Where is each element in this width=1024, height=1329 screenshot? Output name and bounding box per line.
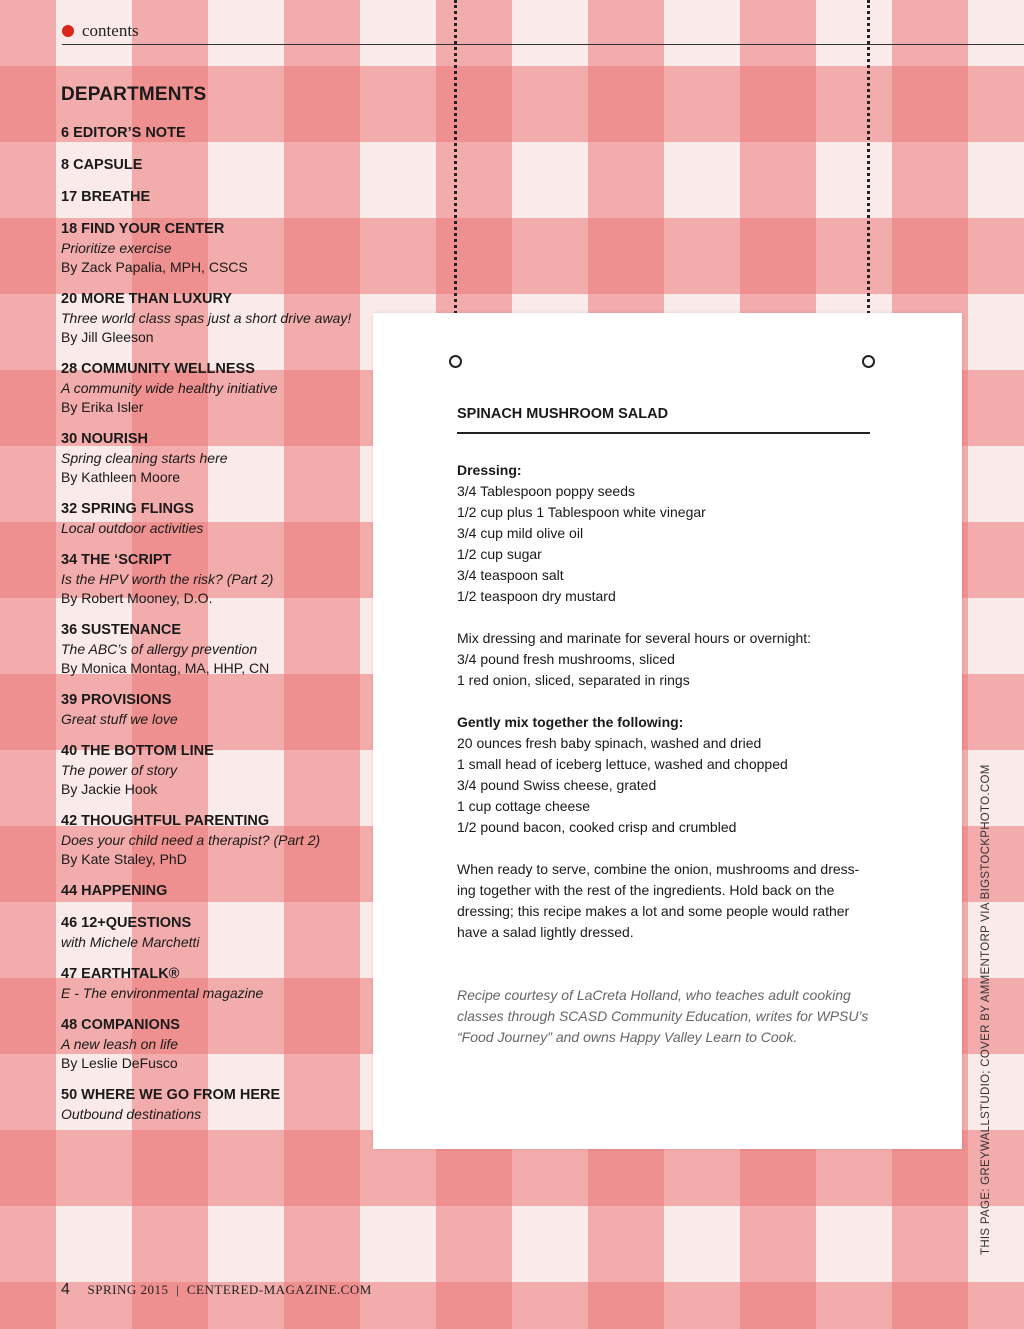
department-title: 17 BREATHE bbox=[61, 189, 151, 205]
credit-line: Recipe courtesy of LaCreta Holland, who teaches adult cooking bbox=[457, 987, 851, 1003]
department-item bbox=[61, 188, 371, 207]
hanging-string-left bbox=[454, 0, 457, 356]
department-item bbox=[61, 965, 371, 1003]
page-number: 4 bbox=[61, 1281, 70, 1298]
department-title: 30 NOURISH bbox=[61, 431, 149, 447]
department-title: 46 12+QUESTIONS bbox=[61, 915, 192, 931]
recipe-credit bbox=[457, 985, 870, 1048]
department-item bbox=[61, 1016, 371, 1073]
department-subtitle: Spring cleaning starts here bbox=[61, 450, 228, 466]
issue-label: SPRING 2015 bbox=[87, 1282, 169, 1297]
department-title: 28 COMMUNITY WELLNESS bbox=[61, 361, 255, 377]
department-title: 18 FIND YOUR CENTER bbox=[61, 221, 225, 237]
ingredient-line: 3/4 Tablespoon poppy seeds bbox=[457, 483, 635, 499]
section-header bbox=[62, 20, 1024, 45]
department-title: 42 THOUGHTFUL PARENTING bbox=[61, 813, 270, 829]
departments-title: DEPARTMENTS bbox=[61, 84, 207, 105]
ingredient-line: 3/4 pound Swiss cheese, grated bbox=[457, 777, 657, 793]
department-item bbox=[61, 812, 371, 869]
department-byline: By Leslie DeFusco bbox=[61, 1055, 178, 1071]
section-label: contents bbox=[82, 21, 139, 40]
department-item bbox=[61, 124, 371, 143]
dressing-list bbox=[457, 481, 870, 607]
department-byline: By Kate Staley, PhD bbox=[61, 851, 187, 867]
department-title: 40 THE BOTTOM LINE bbox=[61, 743, 214, 759]
ingredient-line: 3/4 cup mild olive oil bbox=[457, 525, 584, 541]
department-item bbox=[61, 914, 371, 952]
instruction-line: have a salad lightly dressed. bbox=[457, 924, 634, 940]
ingredient-line: 20 ounces fresh baby spinach, washed and dried bbox=[457, 735, 762, 751]
department-title: 34 THE ‘SCRIPT bbox=[61, 552, 172, 568]
photo-credit: THIS PAGE: GREYWALLSTUDIO; COVER BY AMMENTORP VIA BIGSTOCKPHOTO.COM bbox=[980, 764, 992, 1255]
department-title: 20 MORE THAN LUXURY bbox=[61, 291, 233, 307]
department-subtitle: with Michele Marchetti bbox=[61, 934, 200, 950]
department-title: 48 COMPANIONS bbox=[61, 1017, 180, 1033]
department-title: 6 EDITOR’S NOTE bbox=[61, 125, 186, 141]
ingredient-line: 1/2 teaspoon dry mustard bbox=[457, 588, 616, 604]
department-item bbox=[61, 156, 371, 175]
department-item bbox=[61, 290, 371, 347]
department-title: 39 PROVISIONS bbox=[61, 692, 172, 708]
instruction-line: When ready to serve, combine the onion, mushrooms and dress- bbox=[457, 861, 860, 877]
department-subtitle: Local outdoor activities bbox=[61, 520, 204, 536]
serving-instructions bbox=[457, 859, 870, 943]
ingredient-line: 3/4 pound fresh mushrooms, sliced bbox=[457, 651, 675, 667]
ingredient-line: 1 red onion, sliced, separated in rings bbox=[457, 672, 690, 688]
dressing-heading: Dressing: bbox=[457, 462, 522, 478]
mix-list bbox=[457, 733, 870, 838]
department-byline: By Jackie Hook bbox=[61, 781, 158, 797]
department-byline: By Kathleen Moore bbox=[61, 469, 181, 485]
instruction-line: dressing; this recipe makes a lot and some people would rather bbox=[457, 903, 850, 919]
department-subtitle: E - The environmental magazine bbox=[61, 985, 264, 1001]
department-subtitle: Three world class spas just a short drive away! bbox=[61, 310, 352, 326]
department-item bbox=[61, 220, 371, 277]
instruction-line: ing together with the rest of the ingredients. Hold back on the bbox=[457, 882, 835, 898]
credit-line: classes through SCASD Community Education, writes for WPSU’s bbox=[457, 1008, 869, 1024]
ingredient-line: 1/2 pound bacon, cooked crisp and crumbled bbox=[457, 819, 737, 835]
mix-heading: Gently mix together the following: bbox=[457, 714, 684, 730]
department-item bbox=[61, 1086, 371, 1124]
department-subtitle: The ABC’s of allergy prevention bbox=[61, 641, 258, 657]
marinate-list bbox=[457, 649, 870, 691]
footer-separator: | bbox=[176, 1282, 180, 1297]
department-byline: By Robert Mooney, D.O. bbox=[61, 590, 213, 606]
department-item bbox=[61, 882, 371, 901]
department-item bbox=[61, 742, 371, 799]
department-byline: By Erika Isler bbox=[61, 399, 144, 415]
department-subtitle: Does your child need a therapist? (Part 2) bbox=[61, 832, 321, 848]
ingredient-line: 1/2 cup plus 1 Tablespoon white vinegar bbox=[457, 504, 706, 520]
department-subtitle: A new leash on life bbox=[61, 1036, 178, 1052]
department-item bbox=[61, 621, 371, 678]
department-subtitle: Prioritize exercise bbox=[61, 240, 172, 256]
hook-ring-right-icon bbox=[862, 355, 875, 368]
department-subtitle: A community wide healthy initiative bbox=[61, 380, 278, 396]
credit-line: “Food Journey” and owns Happy Valley Learn to Cook. bbox=[457, 1029, 798, 1045]
department-title: 44 HAPPENING bbox=[61, 883, 168, 899]
hanging-string-right bbox=[867, 0, 870, 356]
department-byline: By Monica Montag, MA, HHP, CN bbox=[61, 660, 270, 676]
department-byline: By Zack Papalia, MPH, CSCS bbox=[61, 259, 248, 275]
ingredient-line: 3/4 teaspoon salt bbox=[457, 567, 564, 583]
department-title: 8 CAPSULE bbox=[61, 157, 143, 173]
department-title: 32 SPRING FLINGS bbox=[61, 501, 194, 517]
ingredient-line: 1/2 cup sugar bbox=[457, 546, 542, 562]
department-title: 50 WHERE WE GO FROM HERE bbox=[61, 1087, 281, 1103]
department-title: 47 EARTHTALK® bbox=[61, 966, 180, 982]
page-footer bbox=[61, 1281, 372, 1299]
recipe-title: SPINACH MUSHROOM SALAD bbox=[457, 404, 870, 434]
hook-ring-left-icon bbox=[449, 355, 462, 368]
department-item bbox=[61, 500, 371, 538]
red-bullet-icon bbox=[62, 25, 74, 37]
website-label: CENTERED-MAGAZINE.COM bbox=[186, 1282, 372, 1297]
marinate-heading: Mix dressing and marinate for several hours or overnight: bbox=[457, 630, 812, 646]
department-item bbox=[61, 430, 371, 487]
department-item bbox=[61, 360, 371, 417]
department-title: 36 SUSTENANCE bbox=[61, 622, 182, 638]
department-subtitle: Outbound destinations bbox=[61, 1106, 202, 1122]
ingredient-line: 1 cup cottage cheese bbox=[457, 798, 591, 814]
department-item bbox=[61, 691, 371, 729]
department-byline: By Jill Gleeson bbox=[61, 329, 154, 345]
department-subtitle: Is the HPV worth the risk? (Part 2) bbox=[61, 571, 274, 587]
department-subtitle: Great stuff we love bbox=[61, 711, 178, 727]
departments-list bbox=[61, 124, 371, 1137]
department-subtitle: The power of story bbox=[61, 762, 177, 778]
department-item bbox=[61, 551, 371, 608]
recipe-content bbox=[457, 404, 870, 1048]
ingredient-line: 1 small head of iceberg lettuce, washed and chopped bbox=[457, 756, 788, 772]
